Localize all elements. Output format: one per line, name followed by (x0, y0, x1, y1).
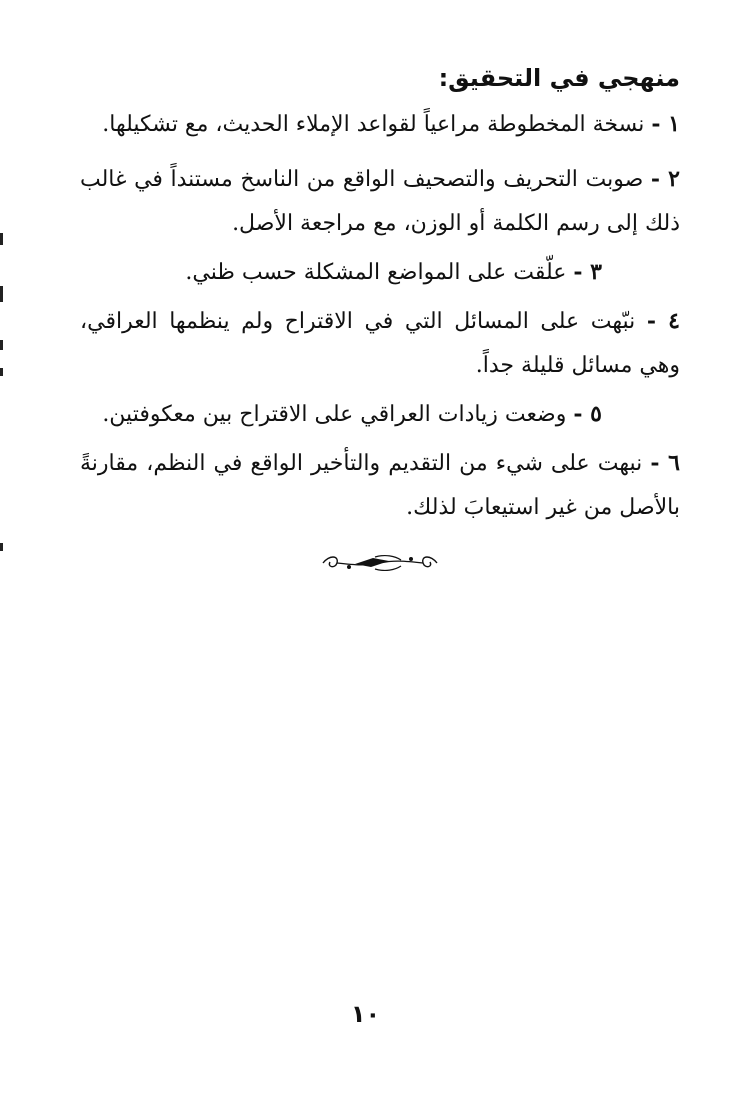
item-text: نسخة المخطوطة مراعياً لقواعد الإملاء الحديث، مع تشكيلها. (102, 112, 645, 137)
document-page (80, 58, 680, 574)
scan-edge-mark (0, 286, 3, 302)
item-text: وضعت زيادات العراقي على الاقتراح بين معكوفتين. (102, 402, 567, 427)
list-item-3 (80, 250, 680, 295)
list-item-4 (80, 299, 680, 388)
item-text: علّقت على المواضع المشكلة حسب ظني. (185, 260, 567, 285)
list-item-2 (80, 157, 680, 246)
section-heading: منهجي في التحقيق: (438, 64, 680, 92)
scan-edge-mark (0, 543, 3, 551)
list-item-6 (80, 441, 680, 530)
item-number: ١ - (651, 111, 680, 137)
item-text: نبهت على شيء من التقديم والتأخير الواقع في النظم، مقارنةً بالأصل من غير استيعابَ لذلك. (80, 451, 680, 520)
scan-edge-mark (0, 340, 3, 350)
decorative-divider-icon (315, 552, 445, 574)
item-number: ٦ - (650, 450, 680, 476)
item-number: ٤ - (646, 308, 680, 334)
item-text: صوبت التحريف والتصحيف الواقع من الناسخ مستنداً في غالب ذلك إلى رسم الكلمة أو الوزن، مع مراجعة الأصل. (80, 167, 680, 236)
item-number: ٢ - (650, 166, 680, 192)
page-number: ١٠ (350, 1000, 381, 1028)
item-number: ٣ - (573, 259, 602, 285)
list-item-5 (80, 392, 680, 437)
scan-edge-mark (0, 368, 3, 376)
item-number: ٥ - (573, 401, 602, 427)
list-item-1 (80, 102, 680, 147)
item-text: نبّهت على المسائل التي في الاقتراح ولم ينظمها العراقي، وهي مسائل قليلة جداً. (80, 309, 680, 378)
scan-edge-mark (0, 233, 3, 245)
